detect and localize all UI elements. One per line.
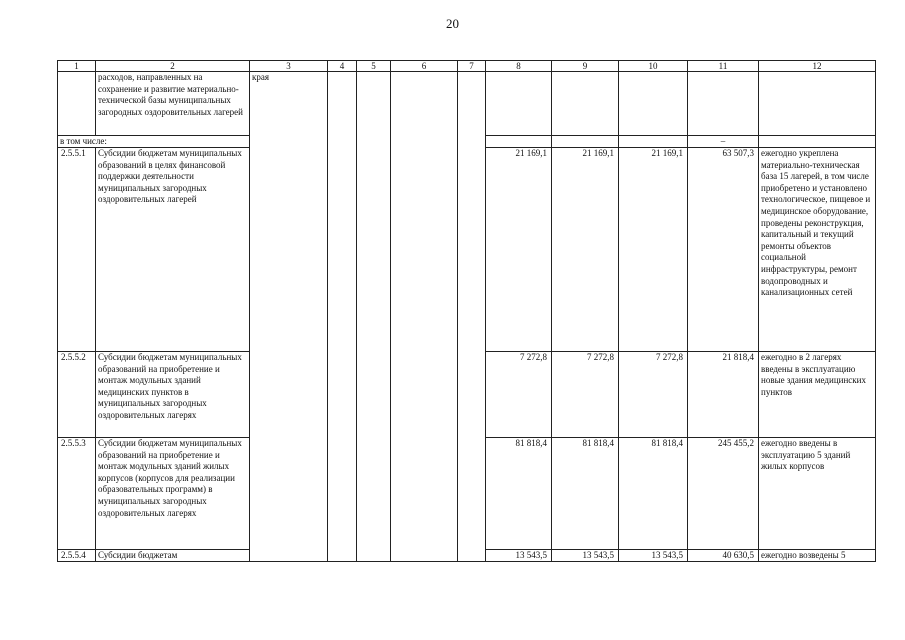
year1-cell: 21 169,1 bbox=[486, 148, 552, 352]
column-header: 3 bbox=[250, 61, 328, 72]
result-cell: ежегодно возведены 5 bbox=[759, 550, 876, 562]
program-activities-table bbox=[57, 60, 876, 562]
total-cell bbox=[688, 72, 759, 136]
description-cell: Субсидии бюджетам муниципальных образований в целях финансовой поддержки деятельности муниципальных загородных оздоровительных лагерей bbox=[96, 148, 250, 352]
column-header: 1 bbox=[58, 61, 96, 72]
column-header: 12 bbox=[759, 61, 876, 72]
column-header: 11 bbox=[688, 61, 759, 72]
result-cell bbox=[759, 72, 876, 136]
empty-cell bbox=[552, 136, 619, 148]
code-cell: 2.5.5.1 bbox=[58, 148, 96, 352]
total-cell: 245 455,2 bbox=[688, 438, 759, 550]
year2-cell: 7 272,8 bbox=[552, 352, 619, 438]
description-cell: расходов, направленных на сохранение и развитие материально-технической базы муниципальных загородных оздоровительных лагерей bbox=[96, 72, 250, 136]
column-header: 2 bbox=[96, 61, 250, 72]
page-number: 20 bbox=[446, 16, 459, 31]
col7-cell bbox=[458, 72, 486, 562]
year3-cell bbox=[619, 72, 688, 136]
table-row-continuation bbox=[58, 72, 876, 136]
year2-cell: 81 818,4 bbox=[552, 438, 619, 550]
col6-cell bbox=[391, 72, 458, 562]
column-header: 6 bbox=[391, 61, 458, 72]
year3-cell: 7 272,8 bbox=[619, 352, 688, 438]
result-cell: ежегодно в 2 лагерях введены в эксплуатацию новые здания медицинских пунктов bbox=[759, 352, 876, 438]
total-cell: 63 507,3 bbox=[688, 148, 759, 352]
code-cell: 2.5.5.3 bbox=[58, 438, 96, 550]
column-header: 10 bbox=[619, 61, 688, 72]
empty-cell bbox=[759, 136, 876, 148]
column-header: 5 bbox=[357, 61, 391, 72]
total-cell: 21 818,4 bbox=[688, 352, 759, 438]
dash-cell: – bbox=[688, 136, 759, 148]
year2-cell bbox=[552, 72, 619, 136]
year1-cell: 81 818,4 bbox=[486, 438, 552, 550]
result-cell: ежегодно укреплена материально-техническая база 15 лагерей, в том числе приобретено и установлено технологическое, пищевое и медицинское оборудование, проведены реконструкция, капитальный и текущий ремонты объектов социальной инфраструктуры, ремонт водопроводных и канализационных сетей bbox=[759, 148, 876, 352]
column-number-header-row bbox=[58, 61, 876, 72]
column-header: 9 bbox=[552, 61, 619, 72]
year1-cell: 7 272,8 bbox=[486, 352, 552, 438]
year1-cell: 13 543,5 bbox=[486, 550, 552, 562]
code-cell: 2.5.5.2 bbox=[58, 352, 96, 438]
code-cell: 2.5.5.4 bbox=[58, 550, 96, 562]
description-cell: Субсидии бюджетам bbox=[96, 550, 250, 562]
empty-cell bbox=[619, 136, 688, 148]
source-cell: края bbox=[250, 72, 328, 562]
year3-cell: 13 543,5 bbox=[619, 550, 688, 562]
in-that-number-label: в том числе: bbox=[58, 136, 250, 148]
col4-cell bbox=[328, 72, 357, 562]
code-cell bbox=[58, 72, 96, 136]
column-header: 8 bbox=[486, 61, 552, 72]
year2-cell: 13 543,5 bbox=[552, 550, 619, 562]
col5-cell bbox=[357, 72, 391, 562]
year1-cell bbox=[486, 72, 552, 136]
empty-cell bbox=[486, 136, 552, 148]
description-cell: Субсидии бюджетам муниципальных образований на приобретение и монтаж модульных зданий медицинских пунктов в муниципальных загородных оздоровительных лагерях bbox=[96, 352, 250, 438]
description-cell: Субсидии бюджетам муниципальных образований на приобретение и монтаж модульных зданий жилых корпусов (корпусов для реализации образовательных программ) в муниципальных загородных оздоровительных лагерях bbox=[96, 438, 250, 550]
year3-cell: 81 818,4 bbox=[619, 438, 688, 550]
year3-cell: 21 169,1 bbox=[619, 148, 688, 352]
column-header: 4 bbox=[328, 61, 357, 72]
result-cell: ежегодно введены в эксплуатацию 5 зданий жилых корпусов bbox=[759, 438, 876, 550]
total-cell: 40 630,5 bbox=[688, 550, 759, 562]
year2-cell: 21 169,1 bbox=[552, 148, 619, 352]
column-header: 7 bbox=[458, 61, 486, 72]
